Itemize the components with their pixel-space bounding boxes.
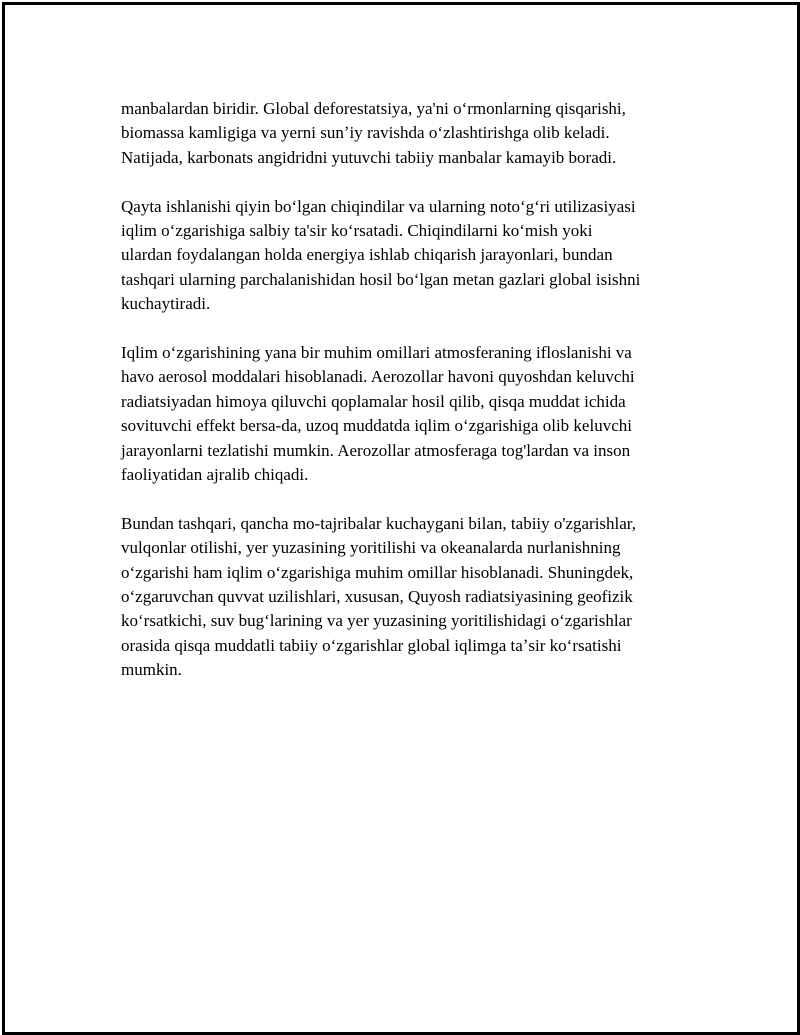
text-line: havo aerosol moddalari hisoblanadi. Aerozollar havoni quyoshdan keluvchi <box>121 367 635 387</box>
text-line: oʻzgarishi ham iqlim oʻzgarishiga muhim omillar hisoblanadi. Shuningdek, <box>121 562 634 582</box>
text-line: orasida qisqa muddatli tabiiy oʻzgarishlar global iqlimga taʼsir koʻrsatishi <box>121 635 622 655</box>
document-body <box>121 97 701 707</box>
text-line: vulqonlar otilishi, yer yuzasining yoritilishi va okeanalarda nurlanishning <box>121 538 621 558</box>
paragraph-waste <box>121 195 701 317</box>
paragraph-aerosols <box>121 341 701 487</box>
text-line: manbalardan biridir. Global deforestatsiya, ya'ni oʻrmonlarning qisqarishi, <box>121 99 626 118</box>
text-line: faoliyatidan ajralib chiqadi. <box>121 465 309 485</box>
text-line: Bundan tashqari, qancha mo-tajribalar kuchaygani bilan, tabiiy o'zgarishlar, <box>121 513 637 533</box>
text-line: koʻrsatkichi, suv bugʻlarining va yer yuzasining yoritilishidagi oʻzgarishlar <box>121 611 632 631</box>
text-line: jarayonlarni tezlatishi mumkin. Aerozollar atmosferaga tog'lardan va inson <box>121 440 631 460</box>
text-line: radiatsiyadan himoya qiluvchi qoplamalar hosil qilib, qisqa muddat ichida <box>121 391 626 411</box>
text-line: Natijada, karbonats angidridni yutuvchi tabiiy manbalar kamayib boradi. <box>121 147 617 167</box>
text-line: biomassa kamligiga va yerni sunʼiy ravishda oʻzlashtirishga olib keladi. <box>121 123 610 143</box>
text-line: ulardan foydalangan holda energiya ishlab chiqarish jarayonlari, bundan <box>121 245 613 265</box>
text-line: tashqari ularning parchalanishidan hosil boʻlgan metan gazlari global isishni <box>121 269 641 289</box>
paragraph-deforestation <box>121 97 701 170</box>
text-line: sovituvchi effekt bersa-da, uzoq muddatda iqlim oʻzgarishiga olib keluvchi <box>121 416 632 436</box>
text-line: Qayta ishlanishi qiyin boʻlgan chiqindilar va ularning notoʻgʻri utilizasiyasi <box>121 196 636 216</box>
text-line: mumkin. <box>121 660 182 680</box>
text-line: kuchaytiradi. <box>121 294 211 314</box>
page-frame <box>2 2 800 1035</box>
text-line: oʻzgaruvchan quvvat uzilishlari, xususan, Quyosh radiatsiyasining geofizik <box>121 587 633 607</box>
text-line: iqlim oʻzgarishiga salbiy ta'sir koʻrsatadi. Chiqindilarni koʻmish yoki <box>121 221 593 241</box>
paragraph-natural-changes <box>121 512 701 683</box>
text-line: Iqlim oʻzgarishining yana bir muhim omillari atmosferaning ifloslanishi va <box>121 343 632 363</box>
